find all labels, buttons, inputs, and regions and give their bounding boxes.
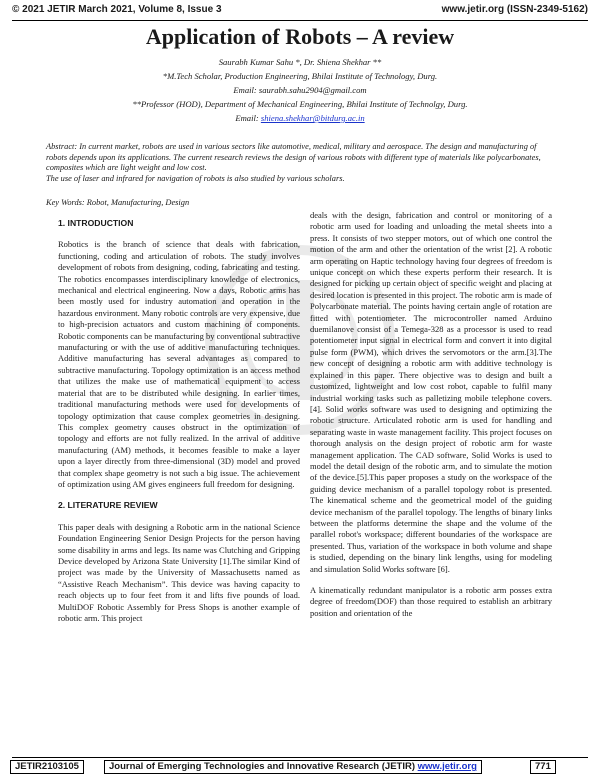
paper-title: Application of Robots – A review [145, 24, 455, 49]
footer-page-number: 771 [530, 760, 556, 774]
abstract-paragraph-1: Abstract: In current market, robots are used in various sectors like automotive, medical, military and aerospace. The design and manufacturing of robots depends upon its applications. The current research reviews the design of various robots with different type of materials like polycarbonates, composites which are light weight and low cost. [46, 142, 541, 173]
running-header [12, 4, 588, 18]
abstract-paragraph-2: The use of laser and infrared for navigation of robots is also studied by various scholars. [46, 173, 345, 183]
header-website: www.jetir.org (ISSN-2349-5162) [441, 4, 588, 15]
affiliation-1: *M.Tech Scholar, Production Engineering, Bhilai Institute of Technology, Durg. [162, 71, 438, 81]
footer-article-id: JETIR2103105 [10, 760, 84, 774]
footer-rule [12, 757, 588, 758]
right-column [310, 210, 552, 629]
right-paragraph-1: deals with the design, fabrication and control or monitoring of a robotic arm used for loading and unloading the metal sheets into a press. It consists of two stepper motors, out of which one control the motion of the arm and other the orientation of the wrist [2]. A robotic arm operating on Haptic technology having four degrees of freedom is unique concept on which these experts perform their research. It is designed for picking up certain object of specific weight and placing at desired location is presented in this project. The robotic arm is made of Polycarbonate material. The points having certain angle of rotation are fitted with potentiometer. The microcontroller named Arduino duemilanove consist of a Temega-328 as a processor is used to read potentiometer input signal in electrical form and convert it into digital pulse form (PWM), which drives the servomotors or the arm.[3].The new concept of designing a robotic arm with additive technology is explained in this paper. There objective was to design and built a customized, lightweight and low cost robot, capable to fulfil many industrial working tasks such as palletizing mobile telephone covers.[4]. Solid works software was used to designing and optimizing the robotic structure. Articulated robotic arm is used for handling and separating waste in waste management facility. This project focuses on thorough analysis on the design project of robotic arm for waste management application. The CAD software, Solid Works is used to model the detail design of the robotic arm, and to simulate the motion of the device.[5].This paper proposes a study on the workspace of the guiding device mechanism of a parallel topology robot is presented. The kinematical scheme and the geometrical model of the guiding device mechanism of the parallel topology. The lengths of binary links between the platforms determine the shape and the volume of the parallel robot's workspace; different boundaries of the workspace are presented. Thus, variation of the workspace in both volume and shape is studied, depending on the binary link lengths, using for modeling and simulation Solid Works software [6]. [310, 210, 552, 574]
email-2-link[interactable]: shiena.shekhar@bitdurg.ac.in [260, 113, 365, 123]
email-2 [0, 113, 600, 123]
affiliation-2: **Professor (HOD), Department of Mechanical Engineering, Bhilai Institute of Technolgy, Durg. [132, 99, 468, 109]
header-rule [12, 20, 588, 21]
email-2-label: Email: [235, 113, 259, 123]
section-2-body: This paper deals with designing a Robotic arm in the national Science Foundation Engineering Senior Design Projects for the person having some disability in arms and legs. Its name was Clutching and Gripping Device developed by Arizona State University [1].The similar Kind of project was made by the University of Massachusetts named as “Assistive Reach Mechanism”. This device was having capacity to reach objects up to four feet from it and lifts five pounds of load. MultiDOF Robotic Assembly for Press Shops is another example of robotic arm. This project [58, 521, 300, 623]
email-1: Email: saurabh.sahu2904@gmail.com [233, 85, 367, 95]
keywords: Key Words: Robot, Manufacturing, Design [46, 198, 190, 207]
footer-url[interactable]: www.jetir.org [417, 761, 477, 772]
footer-journal-name: Journal of Emerging Technologies and Innovative Research (JETIR) [109, 761, 415, 772]
abstract [46, 142, 556, 184]
author-line: Saurabh Kumar Sahu *, Dr. Shiena Shekhar ** [218, 57, 382, 67]
header-issue: © 2021 JETIR March 2021, Volume 8, Issue 3 [12, 4, 222, 15]
right-paragraph-2: A kinematically redundant manipulator is a robotic arm posses extra degree of freedom(DOF) than those required to establish an arbitrary position and orientation of the [310, 585, 552, 618]
section-1-heading: 1. INTRODUCTION [58, 218, 134, 228]
section-1-body: Robotics is the branch of science that deals with fabrication, functioning, coding and articulation of robots. The study involves development of robots from designing, coding, fabricating and testing. The robotics encompasses interdisciplinary knowledge of electronics, mechanical and electrical engineering. Now a days, Robotic arms has been mostly used for industry automation and operation in the hazardous environment. Many robotic controls are very expensive, due to high-precision actuators and custom machining of components. Robotic components can be manufacturing by conventional subtractive manufacturing or with the use of additive manufacturing techniques. Additive manufacturing has several advantages as compared to subtractive manufacturing. Topology optimization is an access method that utilizes the make use of mathematical equipment to access material that are to be distributed while designing. In earlier times, traditional manufacturing methods were used for developments of topology optimization that cause complex geometries in designing. This complex geometry causes obstruct in the optimization of topology and efforts are not fully realized. In the arrival of additive manufacturing (AM) methods, it becomes feasible to make a layer upon a layer directly from three-dimensional (3D) model and proved that complex shape geometry is not such a big issue. The achievement of optimization using AM gives engineers full freedom for designing. [58, 239, 300, 489]
left-column [58, 212, 300, 634]
page-footer [10, 760, 590, 774]
footer-journal [104, 760, 482, 774]
section-2-heading: 2. LITERATURE REVIEW [58, 500, 158, 511]
